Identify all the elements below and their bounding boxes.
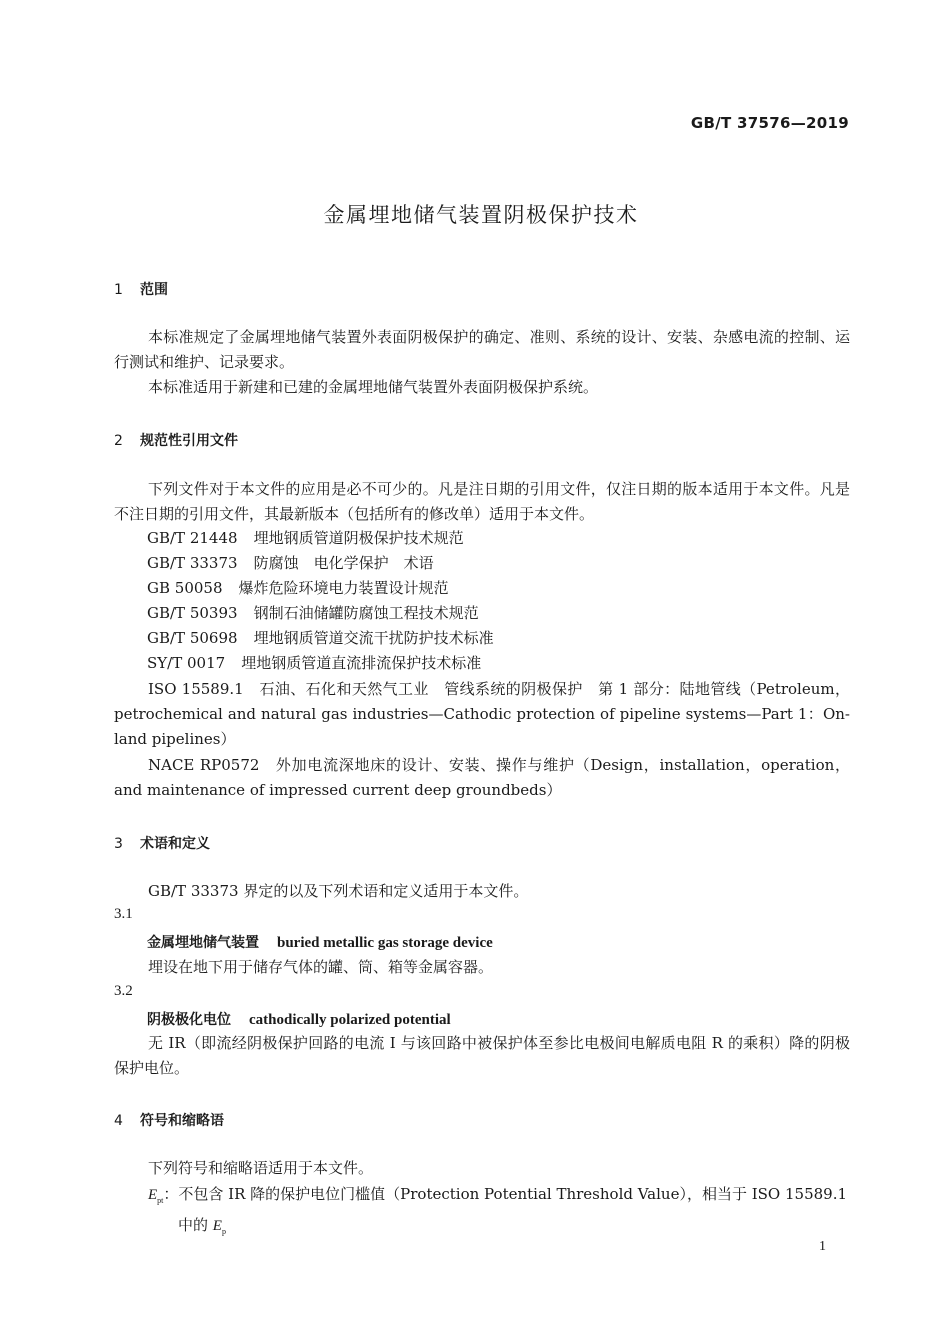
reference-code: SY/T 0017 [147,654,226,672]
section-1-heading [114,279,168,299]
term-heading [147,932,493,952]
section-3-heading [114,833,210,853]
reference-code: GB/T 33373 [147,554,238,572]
symbol-description-continued: 中的 $E_p$ [178,1216,226,1236]
reference-code: GB/T 21448 [147,529,238,547]
symbol-ep: $E_p$ [212,1218,226,1236]
section-4-intro: 下列符号和缩略语适用于本文件。 [148,1159,374,1177]
reference-code: GB/T 50393 [147,604,238,622]
reference-title: 钢制石油储罐防腐蚀工程技术规范 [253,604,479,622]
term-cn: 金属埋地储气装置 [147,935,259,951]
section-1-paragraph-1: 本标准规定了金属埋地储气装置外表面阴极保护的确定、准则、系统的设计、安装、杂感电流的控制、运行测试和维护、记录要求。 [114,328,850,371]
term-cn: 阴极极化电位 [147,1012,231,1028]
reference-code: GB 50058 [147,579,223,597]
term-en: cathodically polarized potential [249,1012,451,1028]
term-en: buried metallic gas storage device [277,935,493,951]
reference-item [147,601,479,626]
reference-title: 埋地钢质管道阴极保护技术规范 [253,529,464,547]
section-2-heading [114,430,238,450]
section-1-paragraph-2: 本标准适用于新建和已建的金属埋地储气装置外表面阴极保护系统。 [148,378,599,396]
section-number: 4 [114,1113,123,1129]
reference-title: 埋地钢质管道直流排流保护技术标准 [241,654,482,672]
standard-number: GB/T 37576—2019 [690,114,849,132]
section-4-heading [114,1110,224,1130]
term-heading [147,1009,451,1029]
section-title: 规范性引用文件 [140,433,238,449]
reference-item [147,576,449,601]
section-title: 范围 [140,282,168,298]
symbol-description: ：不包含 IR 降的保护电位门槛值（Protection Potential Threshold Value），相当于 ISO 15589.1 [163,1185,848,1203]
reference-item [147,651,481,676]
reference-item [147,551,434,576]
term-number: 3.2 [114,983,133,999]
section-2-intro: 下列文件对于本文件的应用是必不可少的。凡是注日期的引用文件，仅注日期的版本适用于本文件。凡是不注日期的引用文件，其最新版本（包括所有的修改单）适用于本文件。 [114,480,850,523]
term-definition: 无 IR（即流经阴极保护回路的电流 I 与该回路中被保护体至参比电极间电解质电阻 R 的乘积）降的阴极保护电位。 [114,1034,850,1077]
reference-item [147,626,494,651]
reference-title: 防腐蚀 电化学保护 术语 [253,554,434,572]
reference-nace: NACE RP0572 外加电流深地床的设计、安装、操作与维护（Design，installation，operation，and maintenance of impressed current deep groundbeds） [114,756,850,799]
section-title: 符号和缩略语 [140,1113,224,1129]
document-title: 金属埋地储气装置阴极保护技术 [323,203,639,227]
reference-code: GB/T 50698 [147,629,238,647]
reference-iso: ISO 15589.1 石油、石化和天然气工业 管线系统的阴极保护 第 1 部分：陆地管线（Petroleum，petrochemical and natural gas industries—Cathodic protection of pipeline systems—Part 1：On-land pipelines） [114,680,850,748]
page-number: 1 [819,1239,826,1254]
reference-item [147,526,464,551]
section-3-intro: GB/T 33373 界定的以及下列术语和定义适用于本文件。 [148,882,529,900]
section-number: 2 [114,433,123,449]
reference-title: 埋地钢质管道交流干扰防护技术标准 [253,629,494,647]
section-title: 术语和定义 [140,836,210,852]
term-number: 3.1 [114,906,133,922]
term-definition: 埋设在地下用于储存气体的罐、筒、箱等金属容器。 [148,958,494,976]
symbol: $E_{pt}$ [148,1187,164,1205]
section-number: 3 [114,836,123,852]
reference-title: 爆炸危险环境电力装置设计规范 [238,579,449,597]
section-number: 1 [114,282,123,298]
symbol-definition [114,1182,850,1244]
